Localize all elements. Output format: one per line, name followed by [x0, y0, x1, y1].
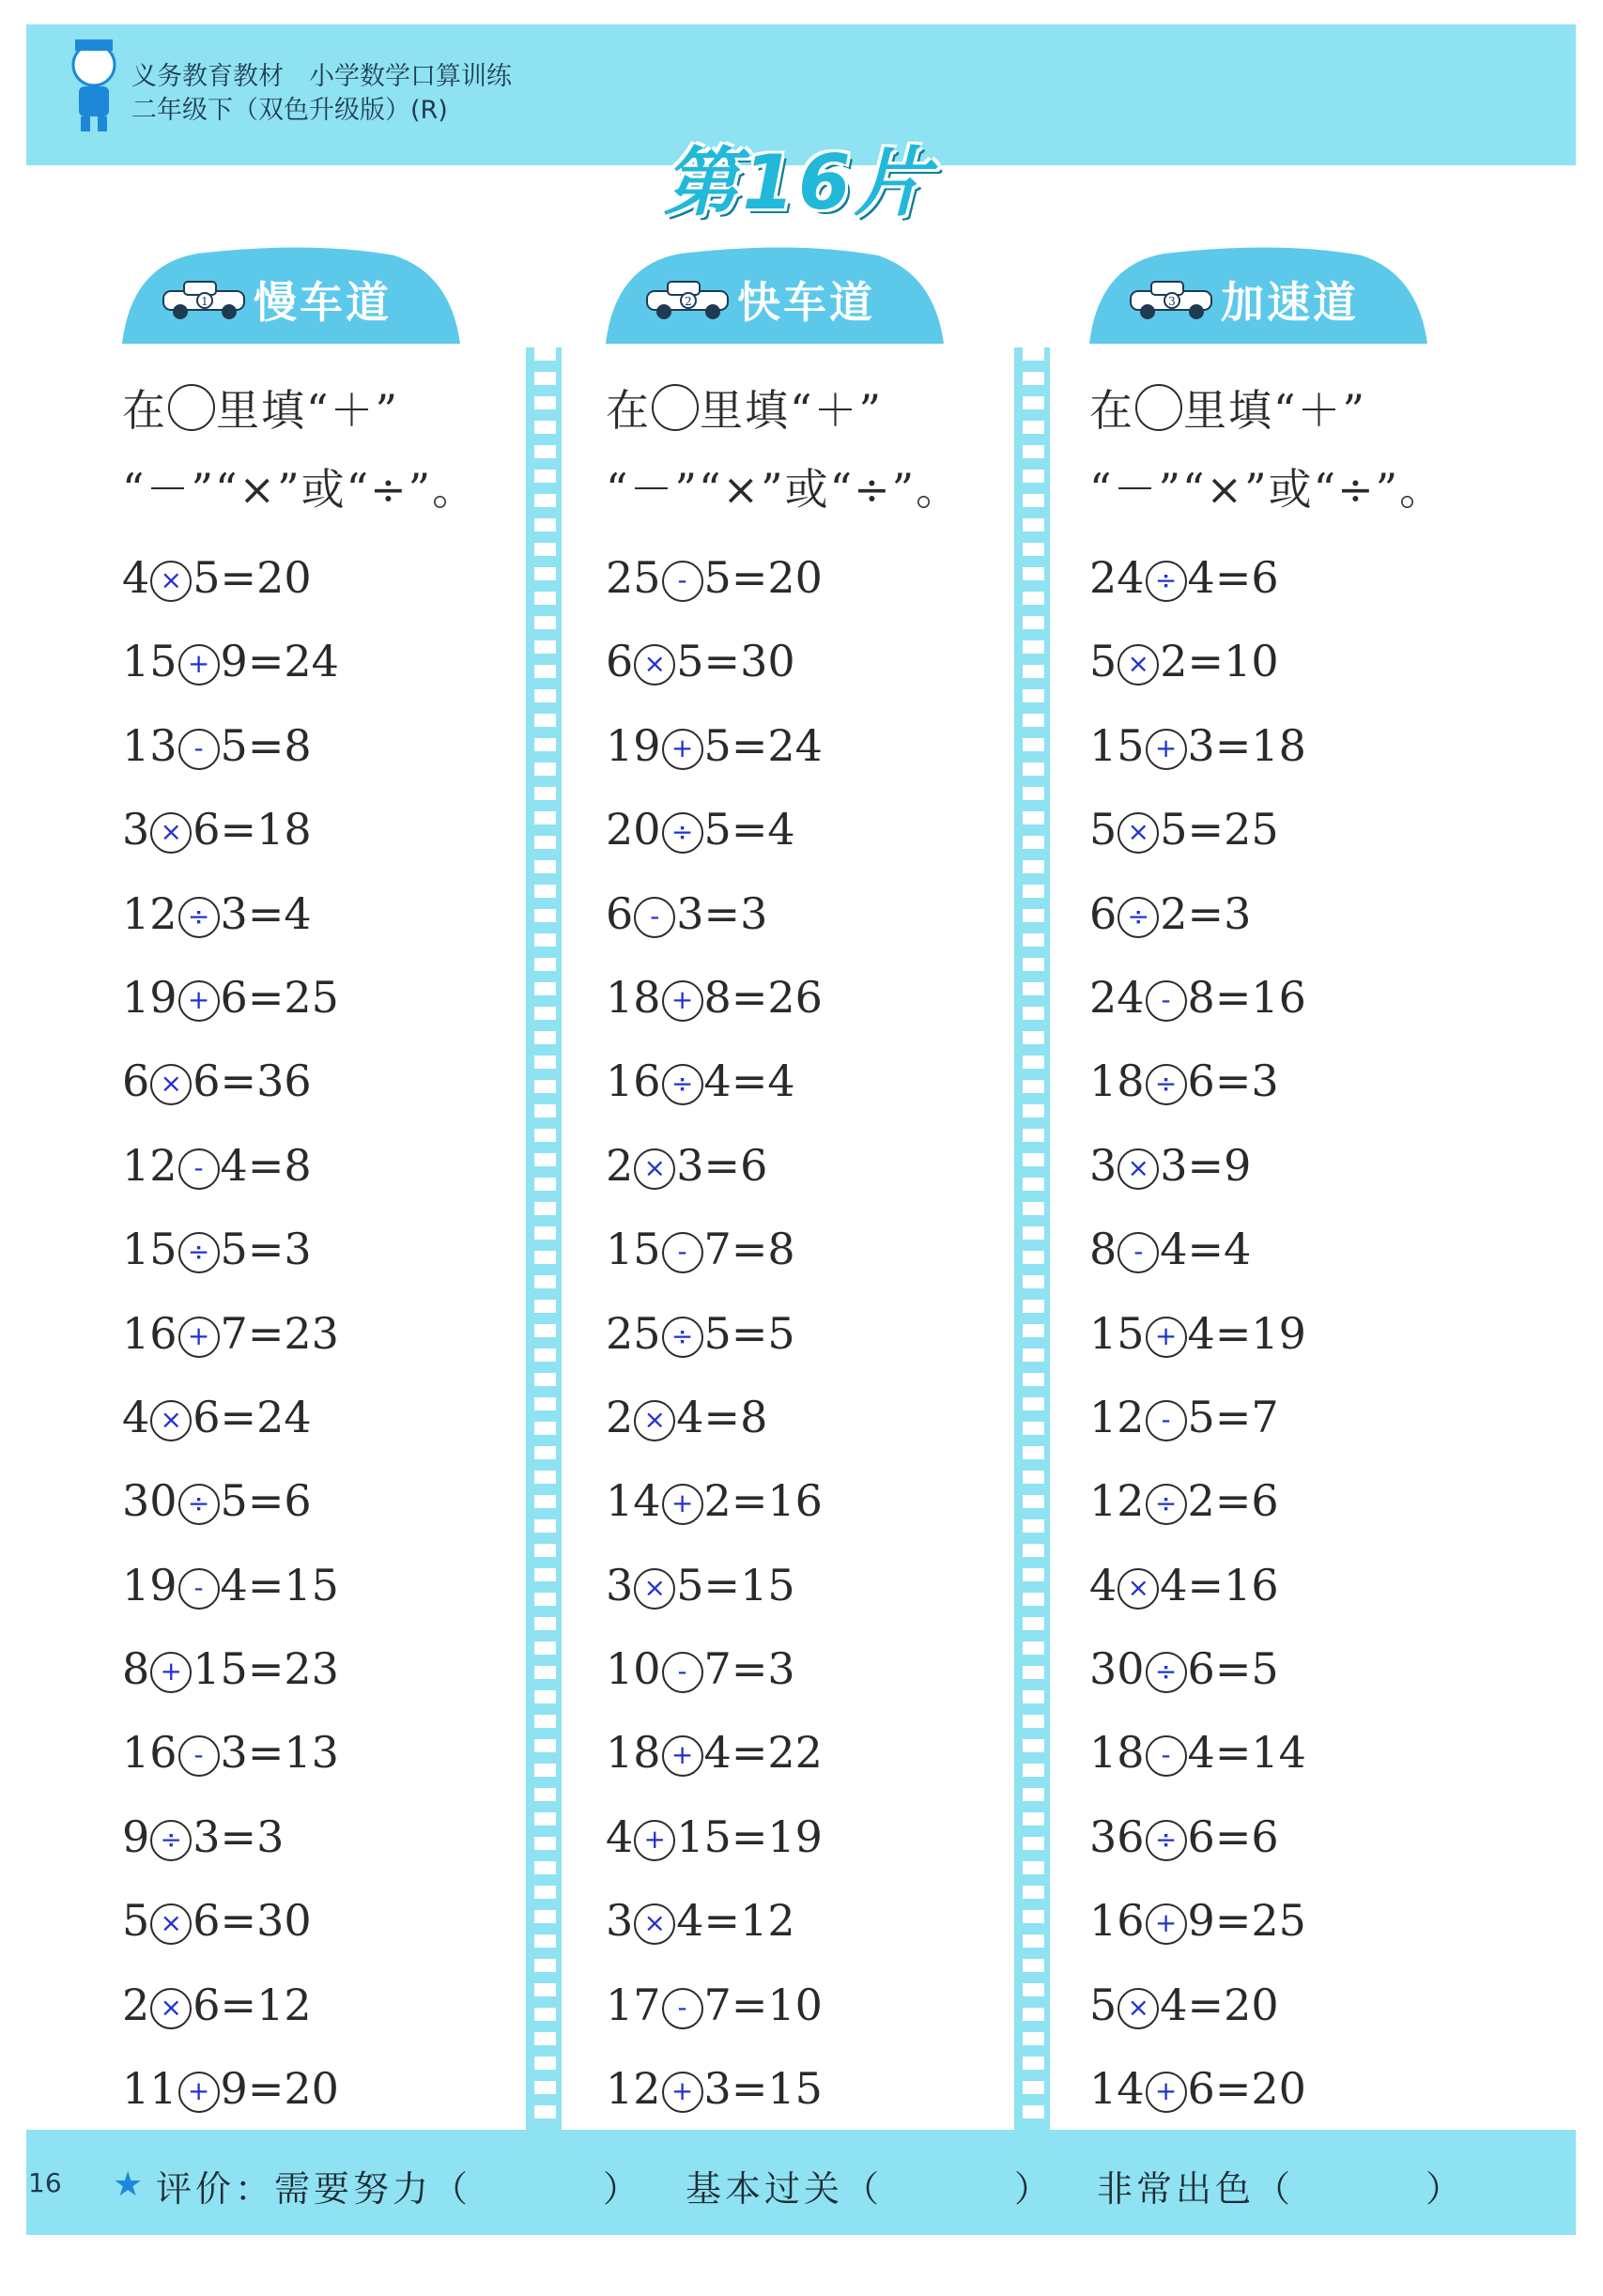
evaluation-label: 评价：需要努力（ ）	[156, 2168, 643, 2210]
operator-answer-circle[interactable]: ÷	[1146, 1064, 1187, 1105]
operator-answer-circle[interactable]: ÷	[178, 1484, 220, 1525]
equation-list	[1089, 536, 1540, 2131]
equation-left: 14	[606, 1475, 661, 1527]
equation-row	[122, 704, 573, 788]
equation-left: 19	[122, 971, 177, 1023]
operator-answer-circle[interactable]: +	[178, 644, 220, 686]
equation-row	[122, 872, 573, 956]
equation-left: 5	[1089, 636, 1117, 687]
blank-circle-icon	[652, 384, 699, 431]
equation-list	[606, 536, 1056, 2131]
equation-row	[1089, 1124, 1540, 1208]
equation-right: 3=15	[703, 2063, 823, 2115]
equation-right: 4=22	[703, 1727, 823, 1779]
operator-answer-circle[interactable]: +	[178, 980, 220, 1022]
equation-row	[606, 1292, 1056, 1376]
operator-answer-circle[interactable]: ×	[634, 1903, 675, 1945]
equation-right: 9=25	[1187, 1895, 1306, 1947]
operator-answer-circle[interactable]: -	[662, 1988, 703, 2029]
operator-answer-circle[interactable]: ×	[150, 812, 192, 854]
equation-left: 36	[1089, 1811, 1145, 1862]
equation-row	[1089, 704, 1540, 788]
equation-left: 6	[122, 1056, 150, 1107]
equation-row	[606, 704, 1056, 788]
operator-answer-circle[interactable]: ÷	[662, 812, 703, 854]
equation-left: 25	[606, 552, 661, 603]
equation-row	[122, 1292, 573, 1376]
equation-row	[606, 1124, 1056, 1208]
equation-row	[606, 956, 1056, 1040]
equation-right: 6=24	[193, 1391, 312, 1442]
equation-right: 4=14	[1187, 1727, 1306, 1779]
equation-row	[1089, 1795, 1540, 1879]
operator-answer-circle[interactable]: ×	[1117, 1148, 1159, 1190]
equation-row	[1089, 2047, 1540, 2131]
equation-row	[1089, 1040, 1540, 1123]
equation-right: 5=15	[676, 1559, 795, 1610]
equation-right: 6=12	[193, 1979, 312, 2030]
operator-answer-circle[interactable]: ×	[634, 1148, 675, 1190]
lane-label: 慢车道	[254, 277, 392, 328]
equation-left: 18	[1089, 1727, 1145, 1779]
equation-left: 12	[122, 887, 177, 939]
equation-row	[606, 1711, 1056, 1795]
instruction-line1: 在 里填“＋”	[122, 385, 400, 436]
operator-answer-circle[interactable]: ×	[634, 1568, 675, 1610]
equation-right: 5=4	[703, 804, 795, 855]
operator-answer-circle[interactable]: +	[662, 980, 703, 1022]
operator-answer-circle[interactable]: +	[178, 2072, 220, 2113]
operator-answer-circle[interactable]: +	[662, 1484, 703, 1525]
equation-row	[1089, 1544, 1540, 1627]
equation-right: 2=6	[1187, 1475, 1279, 1527]
operator-answer-circle[interactable]: +	[1146, 729, 1187, 770]
equation-right: 6=3	[1187, 1056, 1279, 1107]
operator-answer-circle[interactable]: ×	[634, 644, 675, 686]
equation-row	[122, 620, 573, 703]
equation-right: 3=4	[220, 887, 312, 939]
column-accel	[1089, 371, 1540, 2131]
equation-left: 2	[606, 1391, 634, 1442]
operator-answer-circle[interactable]: ×	[150, 1400, 192, 1441]
equation-row	[122, 1376, 573, 1459]
equation-right: 3=9	[1160, 1139, 1252, 1191]
equation-row	[606, 1964, 1056, 2047]
operator-answer-circle[interactable]: ×	[1117, 812, 1159, 854]
equation-left: 24	[1089, 552, 1145, 603]
lane-tab-slow	[122, 246, 460, 344]
equation-row	[1089, 872, 1540, 956]
equation-left: 4	[122, 552, 150, 603]
equation-left: 30	[1089, 1643, 1145, 1695]
equation-row	[1089, 956, 1540, 1040]
equation-row	[122, 1124, 573, 1208]
equation-left: 14	[1089, 2063, 1145, 2115]
equation-left: 15	[1089, 719, 1145, 771]
equation-row	[122, 1459, 573, 1543]
operator-answer-circle[interactable]: ÷	[1117, 897, 1159, 938]
rating-excellent: 非常出色（ ）	[1097, 2168, 1466, 2210]
equation-left: 18	[606, 1727, 661, 1779]
equation-left: 6	[1089, 887, 1117, 939]
equation-row	[606, 1795, 1056, 1879]
equation-left: 3	[606, 1895, 634, 1947]
equation-row	[606, 872, 1056, 956]
equation-right: 6=5	[1187, 1643, 1279, 1695]
operator-answer-circle[interactable]: +	[1146, 2072, 1187, 2113]
lane-tab-fast	[606, 246, 944, 344]
rating-basic-pass: 基本过关（ ）	[686, 2168, 1055, 2210]
equation-row	[122, 956, 573, 1040]
equation-right: 9=20	[220, 2063, 339, 2115]
equation-row	[606, 1040, 1056, 1123]
equation-row	[606, 1879, 1056, 1963]
equation-left: 10	[606, 1643, 661, 1695]
operator-answer-circle[interactable]: -	[178, 1568, 220, 1610]
equation-row	[606, 1208, 1056, 1291]
car-number: 1	[201, 295, 208, 308]
operator-answer-circle[interactable]: ×	[1117, 644, 1159, 686]
equation-right: 3=3	[193, 1811, 285, 1862]
operator-answer-circle[interactable]: ÷	[1146, 1484, 1187, 1525]
equation-row	[122, 1879, 573, 1963]
equation-row	[606, 620, 1056, 703]
equation-left: 16	[1089, 1895, 1145, 1947]
operator-answer-circle[interactable]: -	[662, 561, 703, 602]
equation-right: 4=15	[220, 1559, 339, 1610]
equation-right: 3=13	[220, 1727, 339, 1779]
equation-row	[122, 1040, 573, 1123]
equation-right: 6=36	[193, 1056, 312, 1107]
equation-right: 3=18	[1187, 719, 1306, 771]
equation-left: 6	[606, 636, 634, 687]
equation-left: 2	[606, 1139, 634, 1191]
equation-right: 7=10	[703, 1979, 823, 2030]
equation-right: 4=19	[1187, 1307, 1306, 1359]
equation-right: 4=8	[220, 1139, 312, 1191]
equation-left: 3	[122, 804, 150, 855]
operator-answer-circle[interactable]: ÷	[662, 1317, 703, 1358]
equation-left: 12	[606, 2063, 661, 2115]
equation-right: 7=23	[220, 1307, 339, 1359]
operator-answer-circle[interactable]: ×	[150, 1903, 192, 1945]
equation-list	[122, 536, 573, 2131]
equation-left: 5	[122, 1895, 150, 1947]
mascot-icon	[56, 32, 131, 135]
equation-right: 6=6	[1187, 1811, 1279, 1862]
equation-right: 4=6	[1187, 552, 1279, 603]
equation-row	[1089, 1292, 1540, 1376]
operator-answer-circle[interactable]: ÷	[150, 1820, 192, 1861]
equation-row	[122, 2047, 573, 2131]
equation-left: 30	[122, 1475, 177, 1527]
equation-right: 6=25	[220, 971, 339, 1023]
race-car-icon	[158, 274, 252, 321]
equation-row	[606, 1627, 1056, 1711]
equation-row	[122, 536, 573, 620]
instruction-line2: “－”“×”或“÷”。	[606, 464, 962, 515]
equation-right: 3=3	[676, 887, 768, 939]
equation-row	[122, 1711, 573, 1795]
equation-right: 6=20	[1187, 2063, 1306, 2115]
operator-answer-circle[interactable]: +	[662, 729, 703, 770]
equation-left: 4	[1089, 1559, 1117, 1610]
equation-left: 25	[606, 1307, 661, 1359]
operator-answer-circle[interactable]: +	[662, 1735, 703, 1777]
car-number: 2	[685, 295, 692, 308]
operator-answer-circle[interactable]: -	[1146, 980, 1187, 1022]
equation-right: 5=8	[220, 719, 312, 771]
equation-right: 7=3	[703, 1643, 795, 1695]
equation-left: 2	[122, 1979, 150, 2030]
equation-left: 6	[606, 887, 634, 939]
equation-left: 5	[1089, 804, 1117, 855]
equation-row	[1089, 1711, 1540, 1795]
equation-left: 24	[1089, 971, 1145, 1023]
equation-row	[1089, 1964, 1540, 2047]
operator-answer-circle[interactable]: +	[178, 1317, 220, 1358]
equation-right: 4=4	[1160, 1224, 1252, 1275]
operator-answer-circle[interactable]: ÷	[178, 1232, 220, 1273]
equation-row	[606, 1376, 1056, 1459]
equation-row	[122, 788, 573, 871]
page-number: 16	[28, 2167, 62, 2198]
operator-answer-circle[interactable]: ÷	[662, 1064, 703, 1105]
operator-answer-circle[interactable]: -	[662, 1652, 703, 1693]
equation-right: 2=10	[1160, 636, 1279, 687]
equation-left: 12	[122, 1139, 177, 1191]
equation-row	[122, 1964, 573, 2047]
equation-row	[122, 1208, 573, 1291]
operator-answer-circle[interactable]: -	[634, 897, 675, 938]
equation-left: 16	[122, 1307, 177, 1359]
equation-right: 4=8	[676, 1391, 768, 1442]
equation-left: 18	[606, 971, 661, 1023]
operator-answer-circle[interactable]: +	[150, 1652, 192, 1693]
operator-answer-circle[interactable]: ×	[1117, 1988, 1159, 2029]
operator-answer-circle[interactable]: ÷	[178, 897, 220, 938]
book-info	[131, 60, 512, 128]
equation-row	[606, 536, 1056, 620]
rating-needs-effort: 需要努力（	[274, 2168, 472, 2210]
equation-row	[1089, 1208, 1540, 1291]
equation-left: 11	[122, 2063, 177, 2115]
equation-left: 8	[122, 1643, 150, 1695]
equation-right: 15=23	[193, 1643, 339, 1695]
equation-row	[606, 1544, 1056, 1627]
equation-row	[122, 1627, 573, 1711]
instruction-line2: “－”“×”或“÷”。	[122, 464, 478, 515]
equation-right: 8=26	[703, 971, 823, 1023]
operator-answer-circle[interactable]: +	[662, 2072, 703, 2113]
star-icon: ★	[113, 2165, 144, 2204]
equation-left: 5	[1089, 1979, 1117, 2030]
equation-right: 4=16	[1160, 1559, 1279, 1610]
column-slow	[122, 371, 573, 2131]
equation-right: 3=6	[676, 1139, 768, 1191]
equation-row	[122, 1795, 573, 1879]
equation-right: 2=3	[1160, 887, 1252, 939]
equation-left: 8	[1089, 1224, 1117, 1275]
equation-left: 20	[606, 804, 661, 855]
equation-row	[1089, 1376, 1540, 1459]
operator-answer-circle[interactable]: -	[178, 729, 220, 770]
lane-label: 快车道	[737, 277, 875, 328]
equation-right: 2=16	[703, 1475, 823, 1527]
operator-answer-circle[interactable]: ×	[634, 1400, 675, 1441]
equation-row	[606, 788, 1056, 871]
equation-right: 4=20	[1160, 1979, 1279, 2030]
equation-left: 15	[1089, 1307, 1145, 1359]
operator-answer-circle[interactable]: +	[634, 1820, 675, 1861]
operator-answer-circle[interactable]: ×	[150, 1064, 192, 1105]
equation-right: 8=16	[1187, 971, 1306, 1023]
instruction-line2: “－”“×”或“÷”。	[1089, 464, 1445, 515]
operator-answer-circle[interactable]: -	[662, 1232, 703, 1273]
instruction-line1: 在 里填“＋”	[1089, 385, 1367, 436]
page-title: 第16片	[663, 139, 933, 226]
operator-answer-circle[interactable]: ×	[1117, 1568, 1159, 1610]
blank-circle-icon	[1135, 384, 1182, 431]
equation-left: 16	[606, 1056, 661, 1107]
equation-left: 15	[122, 636, 177, 687]
race-car-icon	[1125, 274, 1219, 321]
equation-left: 3	[606, 1559, 634, 1610]
lane-tab-accel	[1089, 246, 1427, 344]
equation-left: 17	[606, 1979, 661, 2030]
operator-answer-circle[interactable]: -	[1146, 1735, 1187, 1777]
equation-right: 5=30	[676, 636, 795, 687]
book-title: 义务教育教材 小学数学口算训练	[131, 62, 512, 91]
operator-answer-circle[interactable]: ×	[150, 1988, 192, 2029]
operator-answer-circle[interactable]: -	[178, 1148, 220, 1190]
equation-right: 4=12	[676, 1895, 795, 1947]
equation-row	[1089, 1459, 1540, 1543]
equation-left: 18	[1089, 1056, 1145, 1107]
equation-left: 9	[122, 1811, 150, 1862]
car-number: 3	[1168, 295, 1176, 308]
equation-right: 7=8	[703, 1224, 795, 1275]
equation-right: 4=4	[703, 1056, 795, 1107]
equation-right: 5=3	[220, 1224, 312, 1275]
equation-row	[1089, 620, 1540, 703]
instruction-line1: 在 里填“＋”	[606, 385, 884, 436]
operator-answer-circle[interactable]: ÷	[1146, 1652, 1187, 1693]
equation-right: 5=20	[193, 552, 312, 603]
equation-right: 5=25	[1160, 804, 1279, 855]
operator-answer-circle[interactable]: -	[178, 1735, 220, 1777]
equation-right: 5=24	[703, 719, 823, 771]
blank-circle-icon	[168, 384, 215, 431]
operator-answer-circle[interactable]: +	[1146, 1317, 1187, 1358]
race-car-icon	[641, 274, 735, 321]
operator-answer-circle[interactable]: -	[1117, 1232, 1159, 1273]
equation-row	[606, 1459, 1056, 1543]
equation-row	[1089, 536, 1540, 620]
equation-left: 19	[606, 719, 661, 771]
equation-right: 5=20	[703, 552, 823, 603]
equation-right: 5=7	[1187, 1391, 1279, 1442]
equation-left: 4	[122, 1391, 150, 1442]
equation-left: 4	[606, 1811, 634, 1862]
equation-left: 15	[606, 1224, 661, 1275]
equation-left: 12	[1089, 1475, 1145, 1527]
equation-left: 12	[1089, 1391, 1145, 1442]
book-grade: 二年级下（双色升级版）(R)	[131, 96, 448, 125]
equation-left: 13	[122, 719, 177, 771]
operator-answer-circle[interactable]: -	[1146, 1400, 1187, 1441]
operator-answer-circle[interactable]: +	[1146, 1903, 1187, 1945]
lane-label: 加速道	[1221, 277, 1359, 328]
equation-row	[606, 2047, 1056, 2131]
equation-left: 15	[122, 1224, 177, 1275]
equation-right: 5=6	[220, 1475, 312, 1527]
equation-right: 6=18	[193, 804, 312, 855]
operator-answer-circle[interactable]: ×	[150, 561, 192, 602]
equation-right: 15=19	[676, 1811, 823, 1862]
equation-left: 16	[122, 1727, 177, 1779]
equation-row	[122, 1544, 573, 1627]
equation-left: 19	[122, 1559, 177, 1610]
equation-row	[1089, 788, 1540, 871]
column-fast	[606, 371, 1056, 2131]
equation-row	[1089, 1879, 1540, 1963]
equation-right: 6=30	[193, 1895, 312, 1947]
operator-answer-circle[interactable]: ÷	[1146, 1820, 1187, 1861]
operator-answer-circle[interactable]: ÷	[1146, 561, 1187, 602]
equation-left: 3	[1089, 1139, 1117, 1191]
equation-right: 9=24	[220, 636, 339, 687]
equation-right: 5=5	[703, 1307, 795, 1359]
equation-row	[1089, 1627, 1540, 1711]
